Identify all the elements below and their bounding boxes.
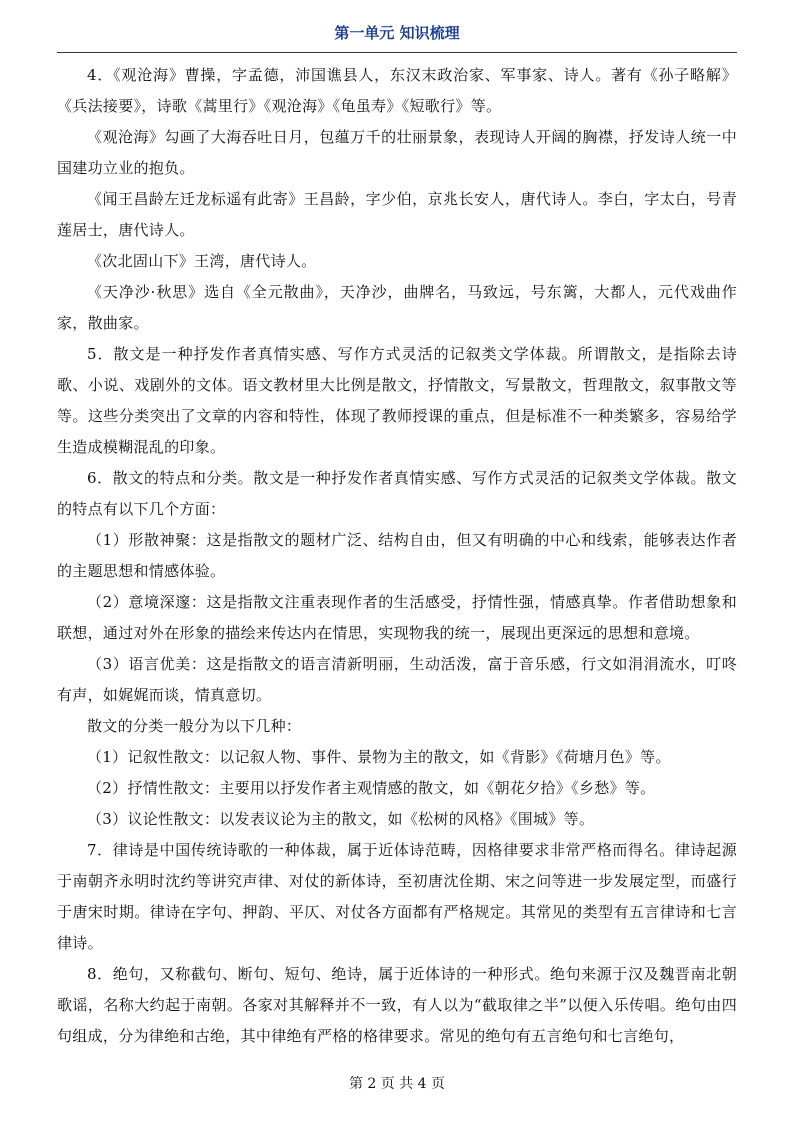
header-divider <box>57 52 737 53</box>
page-footer: 第 2 页 共 4 页 <box>348 1076 446 1092</box>
paragraph-12: （1）记叙性散文：以记叙人物、事件、景物为主的散文，如《背影》《荷塘月色》等。 <box>87 748 671 766</box>
paragraph-6: 5．散文是一种抒发作者真情实感、写作方式灵活的记叙类文学体裁。所谓散文，是指除去诗歌、小说、戏剧外的文体。语文教材里大比例是散文，抒情散文，写景散文，哲理散文，叙事散文等等。这些分类突出了文章的内容和特性，体现了教师授课的重点，但是标准不一种类繁多，容易给学生造成模糊混乱的印象。 <box>57 345 737 456</box>
paragraph-2: 《观沧海》勾画了大海吞吐日月，包蕴万千的壮丽景象，表现诗人开阔的胸襟，抒发诗人统一中国建功立业的抱负。 <box>57 128 737 177</box>
paragraph-5: 《天净沙·秋思》选自《全元散曲》，天净沙，曲牌名，马致远，号东篱，大都人，元代戏曲作家，散曲家。 <box>57 283 737 332</box>
paragraph-3: 《闻王昌龄左迁龙标遥有此寄》王昌龄，字少伯，京兆长安人，唐代诗人。李白，字太白，号青莲居士，唐代诗人。 <box>57 190 737 239</box>
paragraph-9: （2）意境深邃：这是指散文注重表现作者的生活感受，抒情性强，情感真挚。作者借助想象和联想，通过对外在形象的描绘来传达内在情思，实现物我的统一，展现出更深远的思想和意境。 <box>57 593 737 642</box>
paragraph-8: （1）形散神聚：这是指散文的题材广泛、结构自由，但又有明确的中心和线索，能够表达作者的主题思想和情感体验。 <box>57 531 737 580</box>
paragraph-7: 6．散文的特点和分类。散文是一种抒发作者真情实感、写作方式灵活的记叙类文学体裁。散文的特点有以下几个方面： <box>57 469 737 518</box>
paragraph-16: 8．绝句，又称截句、断句、短句、绝诗，属于近体诗的一种形式。绝句来源于汉及魏晋南北朝歌谣，名称大约起于南朝。各家对其解释并不一致，有人以为“截取律之半”以便入乐传唱。绝句由四句组成，分为律绝和古绝，其中律绝有严格的格律要求。常见的绝句有五言绝句和七言绝句， <box>57 965 737 1045</box>
paragraph-10: （3）语言优美：这是指散文的语言清新明丽，生动活泼，富于音乐感，行文如涓涓流水，叮咚有声，如娓娓而谈，情真意切。 <box>57 655 737 704</box>
document-body <box>57 60 737 1052</box>
paragraph-14: （3）议论性散文：以发表议论为主的散文，如《松树的风格》《围城》等。 <box>87 810 595 828</box>
paragraph-1: 4．《观沧海》曹操，字孟德，沛国谯县人，东汉末政治家、军事家、诗人。著有《孙子略解》《兵法接要》，诗歌《蒿里行》《观沧海》《龟虽寿》《短歌行》等。 <box>57 66 737 115</box>
paragraph-15: 7．律诗是中国传统诗歌的一种体裁，属于近体诗范畴，因格律要求非常严格而得名。律诗起源于南朝齐永明时沈约等讲究声律、对仗的新体诗，至初唐沈佺期、宋之问等进一步发展定型，而盛行于唐宋时期。律诗在字句、押韵、平仄、对仗各方面都有严格规定。其常见的类型有五言律诗和七言律诗。 <box>57 841 737 952</box>
paragraph-13: （2）抒情性散文：主要用以抒发作者主观情感的散文，如《朝花夕拾》《乡愁》等。 <box>87 779 656 797</box>
paragraph-4: 《次北固山下》王湾，唐代诗人。 <box>87 252 317 270</box>
page-header-title: 第一单元 知识梳理 <box>334 24 460 42</box>
paragraph-11: 散文的分类一般分为以下几种： <box>87 717 302 735</box>
